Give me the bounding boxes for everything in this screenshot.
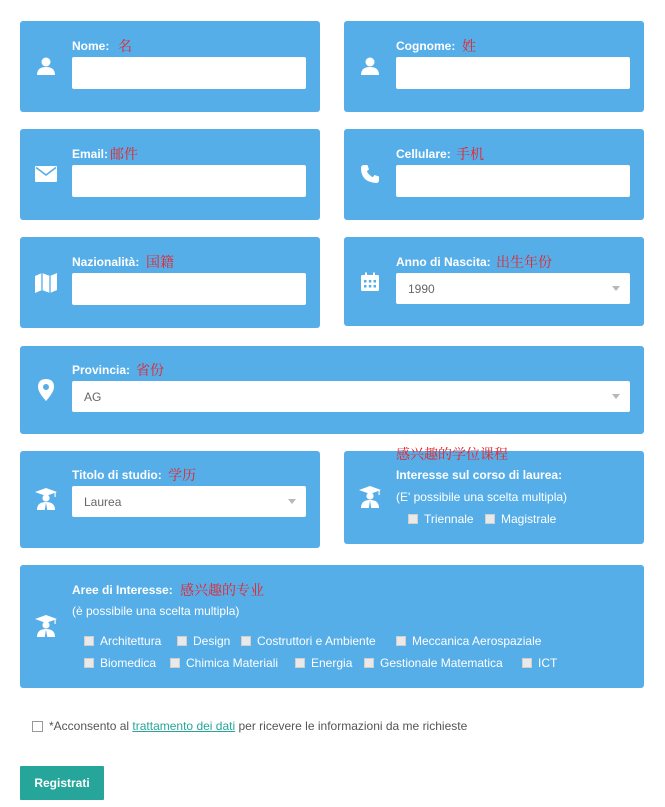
nome-annotation: 名 xyxy=(118,39,132,55)
provincia-selected-value: AG xyxy=(84,389,102,404)
option-energia[interactable]: Energia xyxy=(295,656,352,670)
anno-annotation: 出生年份 xyxy=(496,255,552,271)
calendar-icon xyxy=(359,271,381,293)
cognome-card xyxy=(344,21,644,112)
chevron-down-icon xyxy=(288,499,296,504)
option-biomedica[interactable]: Biomedica xyxy=(84,656,156,670)
checkbox[interactable] xyxy=(170,658,180,668)
aree-card xyxy=(20,565,644,688)
email-input[interactable] xyxy=(72,165,306,197)
cellulare-card xyxy=(344,129,644,220)
interesse-annotation: 感兴趣的学位课程 xyxy=(396,447,508,463)
anno-card xyxy=(344,237,644,326)
email-annotation: 邮件 xyxy=(110,147,138,163)
checkbox[interactable] xyxy=(241,636,251,646)
checkbox[interactable] xyxy=(408,514,418,524)
option-architettura[interactable]: Architettura xyxy=(84,634,161,648)
consent-row xyxy=(32,719,467,733)
interesse-label: Interesse sul corso di laurea: xyxy=(396,468,563,482)
nazionalita-input[interactable] xyxy=(72,273,306,305)
provincia-card xyxy=(20,346,644,434)
phone-icon xyxy=(359,163,381,185)
aree-label: Aree di Interesse: xyxy=(72,583,173,597)
graduate-icon xyxy=(35,488,57,510)
cellulare-input[interactable] xyxy=(396,165,630,197)
graduate-icon xyxy=(35,615,57,637)
privacy-link[interactable]: trattamento dei dati xyxy=(132,719,236,733)
email-card xyxy=(20,129,320,220)
option-gestionale[interactable]: Gestionale Matematica xyxy=(364,656,503,670)
anno-label: Anno di Nascita: xyxy=(396,255,491,269)
chevron-down-icon xyxy=(612,394,620,399)
nome-input[interactable] xyxy=(72,57,306,89)
aree-note: (è possibile una scelta multipla) xyxy=(72,604,240,618)
nome-label: Nome: xyxy=(72,39,110,53)
titolo-label: Titolo di studio: xyxy=(72,468,162,482)
email-label: Email: xyxy=(72,147,109,161)
location-pin-icon xyxy=(35,379,57,401)
nazionalita-card xyxy=(20,237,320,328)
checkbox[interactable] xyxy=(295,658,305,668)
nome-card xyxy=(20,21,320,112)
titolo-select[interactable] xyxy=(72,486,306,517)
option-chimica[interactable]: Chimica Materiali xyxy=(170,656,278,670)
user-icon xyxy=(359,55,381,77)
checkbox[interactable] xyxy=(84,658,94,668)
checkbox[interactable] xyxy=(177,636,187,646)
user-icon xyxy=(35,55,57,77)
checkbox[interactable] xyxy=(396,636,406,646)
consent-checkbox[interactable] xyxy=(32,721,43,732)
cognome-input[interactable] xyxy=(396,57,630,89)
titolo-annotation: 学历 xyxy=(168,468,196,484)
provincia-select[interactable] xyxy=(72,381,630,412)
nazionalita-label: Nazionalità: xyxy=(72,255,140,269)
option-meccanica[interactable]: Meccanica Aerospaziale xyxy=(396,634,541,648)
checkbox[interactable] xyxy=(522,658,532,668)
cognome-annotation: 姓 xyxy=(462,39,476,55)
checkbox[interactable] xyxy=(364,658,374,668)
option-triennale[interactable]: Triennale xyxy=(408,512,474,526)
cognome-label: Cognome: xyxy=(396,39,456,53)
aree-annotation: 感兴趣的专业 xyxy=(180,583,264,599)
titolo-selected-value: Laurea xyxy=(84,494,122,509)
option-magistrale[interactable]: Magistrale xyxy=(485,512,556,526)
anno-select[interactable] xyxy=(396,273,630,304)
option-design[interactable]: Design xyxy=(177,634,230,648)
cellulare-annotation: 手机 xyxy=(456,147,484,163)
cellulare-label: Cellulare: xyxy=(396,147,451,161)
option-ict[interactable]: ICT xyxy=(522,656,557,670)
consent-prefix: *Acconsento al xyxy=(49,719,130,733)
anno-selected-value: 1990 xyxy=(408,281,435,296)
graduate-icon xyxy=(359,486,381,508)
consent-suffix: per ricevere le informazioni da me richieste xyxy=(238,719,468,733)
checkbox[interactable] xyxy=(485,514,495,524)
envelope-icon xyxy=(35,163,57,185)
titolo-card xyxy=(20,451,320,548)
map-icon xyxy=(35,272,57,294)
interesse-note: (E' possibile una scelta multipla) xyxy=(396,490,568,504)
provincia-annotation: 省份 xyxy=(136,363,164,379)
chevron-down-icon xyxy=(612,286,620,291)
checkbox[interactable] xyxy=(84,636,94,646)
provincia-label: Provincia: xyxy=(72,363,131,377)
option-costruttori[interactable]: Costruttori e Ambiente xyxy=(241,634,376,648)
interesse-card xyxy=(344,451,644,544)
nazionalita-annotation: 国籍 xyxy=(146,255,174,271)
registrati-button[interactable]: Registrati xyxy=(20,766,104,800)
